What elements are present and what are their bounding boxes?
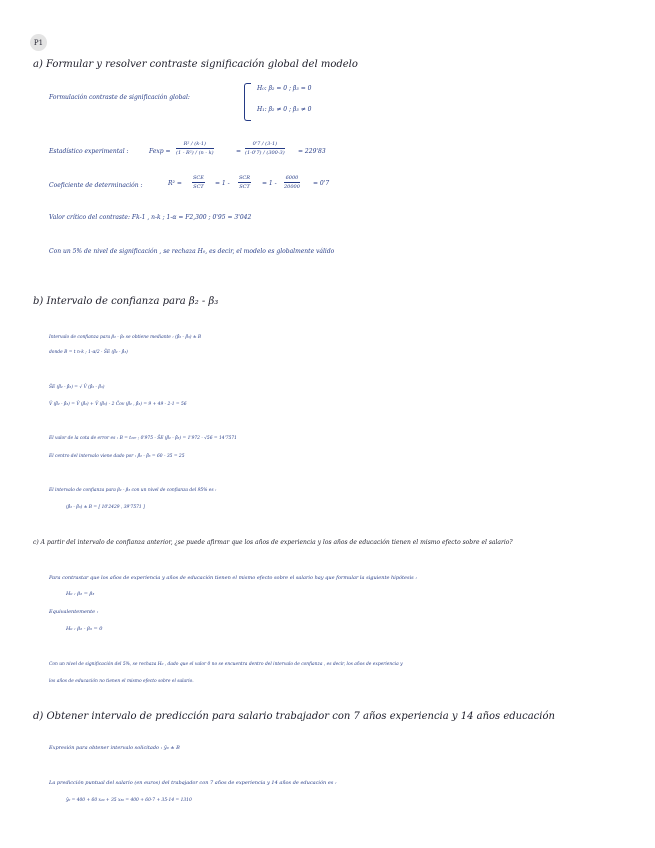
problem-badge: P1 <box>30 34 47 51</box>
fexp-formula-numerator: R² / (k-1) <box>176 141 214 149</box>
section-d-heading: d) Obtener intervalo de predicción para salario trabajador con 7 años experiencia y 14 años educación <box>33 711 555 722</box>
r2-result: = 0'7 <box>313 180 330 187</box>
section-c-heading: c) A partir del intervalo de confianza anterior, ¿se puede afirmar que los años de experiencia y los años de educación tienen el mismo efecto sobre el salario? <box>33 539 513 546</box>
statistic-label: Estadístico experimental : <box>49 148 129 155</box>
alternative-hypothesis: H₁: β₂ ≠ 0 ; β₃ ≠ 0 <box>257 106 312 113</box>
fexp-formula-denominator: (1 - R²) / (n - k) <box>176 150 214 156</box>
one-minus-1: = 1 - <box>215 180 230 187</box>
c-line-3: Equivalentemente : <box>49 609 99 615</box>
c-line-4: H₀ : β₂ - β₃ = 0 <box>66 626 103 632</box>
b-line-6: El centro del intervalo viene dado por : β̂₂ - β̂₃ = 60 - 35 = 25 <box>49 454 185 459</box>
b-line-4: V̂ (β̂₂ - β̂₃) = V̂ (β̂₂) + V̂ (β̂₃) - 2 Ĉov (β̂₂ , β̂₃) = 9 + 49 - 2·1 = 56 <box>49 402 187 407</box>
b-line-7: El intervalo de confianza para β₂ - β₃ con un nivel de confianza del 95% es : <box>49 488 217 493</box>
sce-numerator: SCE <box>193 175 204 181</box>
scr-sct-fraction <box>238 175 251 190</box>
c-line-1: Para contrastar que los años de experiencia y años de educación tienen el mismo efecto sobre el salario hay que formular la siguiente hipótesis : <box>49 575 418 581</box>
b-line-1: Intervalo de confianza para β₂ - β₃ se obtiene mediante : (β̂₂ - β̂₃) ± B <box>49 335 202 340</box>
value-denominator: 20000 <box>284 184 300 190</box>
formulation-label: Formulación contraste de significación global: <box>49 94 190 101</box>
section-a-conclusion: Con un 5% de nivel de significación , se rechaza H₀, es decir, el modelo es globalmente válido <box>49 248 335 255</box>
b-line-3: ŜE (β̂₂ - β̂₃) = √ V̂ (β̂₂ - β̂₃) <box>49 385 105 390</box>
fexp-result: = 229'83 <box>298 148 326 155</box>
section-b-heading: b) Intervalo de confianza para β₂ - β₃ <box>33 296 219 307</box>
section-a-heading: a) Formular y resolver contraste significación global del modelo <box>33 59 358 70</box>
sce-sct-fraction <box>192 175 205 190</box>
determination-label: Coeficiente de determinación : <box>49 182 143 189</box>
critical-value: Valor crítico del contraste: Fk-1 , n-k ; 1-α = F2,300 ; 0'95 = 3'042 <box>49 214 252 221</box>
b-line-2: donde B = t n-k ; 1-α/2 · ŜE (β̂₂ - β̂₃) <box>49 350 128 355</box>
r2-symbol: R² = <box>168 180 182 187</box>
sct-denominator-2: SCT <box>239 184 250 190</box>
c-line-5: Con un nivel de significación del 5%, se rechaza H₀ , dado que el valor 0 no se encuentra dentro del intervalo de confianza , es decir, los años de experiencia y <box>49 662 403 667</box>
scr-numerator: SCR <box>239 175 251 181</box>
d-line-2: La predicción puntual del salario (en euros) del trabajador con 7 años de experiencia y 14 años de educación es : <box>49 780 337 786</box>
equals-sign: = <box>236 148 242 155</box>
fexp-values-fraction <box>245 141 285 156</box>
c-line-2: H₀ : β₂ = β₃ <box>66 591 95 597</box>
null-hypothesis: H₀: β₂ = 0 ; β₃ = 0 <box>257 85 312 92</box>
hypothesis-brace <box>244 83 251 121</box>
values-fraction <box>284 175 300 190</box>
fexp-values-denominator: (1-0'7) / (300-3) <box>245 150 285 156</box>
c-line-6: los años de educación no tienen el mismo efecto sobre el salario. <box>49 679 194 684</box>
sct-denominator: SCT <box>193 184 204 190</box>
d-line-3: ŷ₀ = 400 + 60 x₂₀ + 35 x₃₀ = 400 + 60·7 + 35·14 = 1310 <box>66 798 192 803</box>
d-line-1: Expresión para obtener intervalo solicitado : ŷ₀ ± B <box>49 745 180 751</box>
fexp-values-numerator: 0'7 / (3-1) <box>245 141 285 149</box>
fexp-symbol: Fexp = <box>149 148 171 155</box>
b-line-8: (β̂₂ - β̂₃) ± B = [ 10'2429 , 39'7571 ] <box>66 505 145 510</box>
value-numerator: 6000 <box>285 175 299 181</box>
one-minus-2: = 1 - <box>262 180 277 187</box>
fexp-formula-fraction <box>176 141 214 156</box>
b-line-5: El valor de la cota de error es : B = t₂₉₇ ; 0'975 · ŜE (β̂₂ - β̂₃) = 1'972 · √56 = 14'7571 <box>49 436 237 441</box>
